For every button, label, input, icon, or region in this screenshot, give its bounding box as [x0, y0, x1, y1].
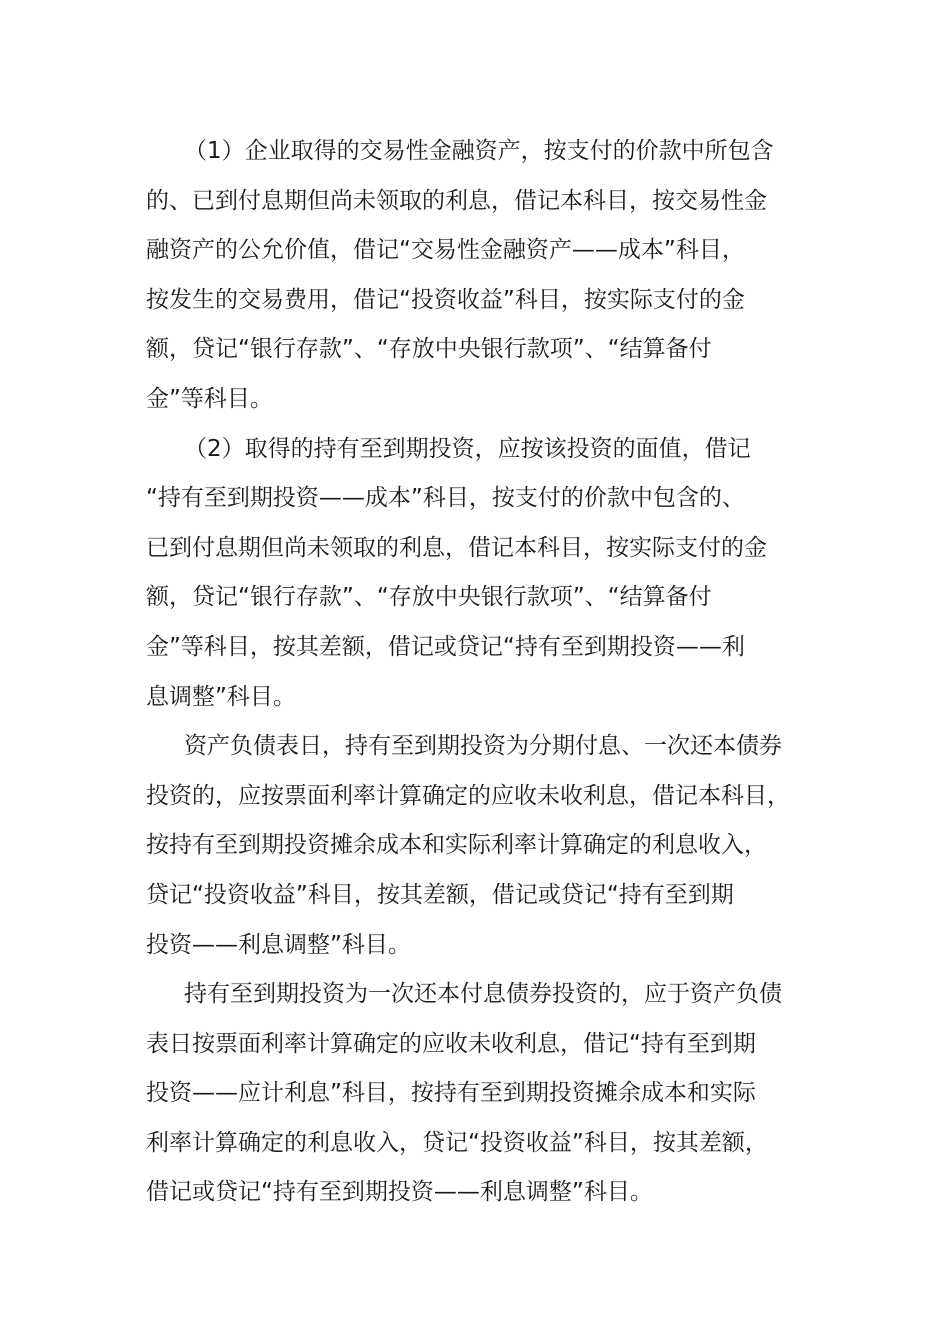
- paragraph-line: （2）取得的持有至到期投资，应按该投资的面值，借记: [184, 435, 751, 462]
- paragraph-line: 利率计算确定的利息收入，贷记“投资收益”科目，按其差额，: [146, 1129, 768, 1156]
- paragraph-line: 持有至到期投资为一次还本付息债券投资的，应于资产负债: [184, 981, 782, 1008]
- paragraph-line: 按发生的交易费用，借记“投资收益”科目，按实际支付的金: [146, 286, 745, 313]
- paragraph-line: 投资——应计利息”科目，按持有至到期投资摊余成本和实际: [146, 1080, 756, 1107]
- paragraph-line: 投资的，应按票面利率计算确定的应收未收利息，借记本科目，: [146, 782, 790, 809]
- paragraph-2: [146, 425, 810, 723]
- paragraph-line: 按持有至到期投资摊余成本和实际利率计算确定的利息收入，: [146, 832, 767, 859]
- paragraph-line: 息调整”科目。: [146, 683, 296, 710]
- paragraph-4: [146, 970, 810, 1218]
- paragraph-line: 金”等科目，按其差额，借记或贷记“持有至到期投资——利: [146, 633, 745, 660]
- paragraph-line: 借记或贷记“持有至到期投资——利息调整”科目。: [146, 1179, 653, 1206]
- paragraph-line: 资产负债表日，持有至到期投资为分期付息、一次还本债券: [184, 733, 782, 760]
- paragraph-line: （1）企业取得的交易性金融资产，按支付的价款中所包含: [184, 138, 774, 164]
- paragraph-3: [146, 722, 810, 970]
- paragraph-1: [146, 127, 810, 425]
- paragraph-line: 投资——利息调整”科目。: [146, 931, 411, 958]
- paragraph-line: “持有至到期投资——成本”科目，按支付的价款中包含的、: [146, 485, 745, 512]
- paragraph-line: 额，贷记“银行存款”、“存放中央银行款项”、“结算备付: [146, 336, 712, 363]
- paragraph-line: 额，贷记“银行存款”、“存放中央银行款项”、“结算备付: [146, 584, 712, 611]
- paragraph-line: 金”等科目。: [146, 385, 273, 412]
- paragraph-line: 贷记“投资收益”科目，按其差额，借记或贷记“持有至到期: [146, 881, 734, 908]
- paragraph-line: 表日按票面利率计算确定的应收未收利息，借记“持有至到期: [146, 1030, 756, 1057]
- paragraph-line: 融资产的公允价值，借记“交易性金融资产——成本”科目，: [146, 237, 745, 264]
- paragraph-line: 的、已到付息期但尚未领取的利息，借记本科目，按交易性金: [146, 187, 767, 214]
- paragraph-line: 已到付息期但尚未领取的利息，借记本科目，按实际支付的金: [146, 534, 767, 561]
- document-body: [146, 127, 810, 1218]
